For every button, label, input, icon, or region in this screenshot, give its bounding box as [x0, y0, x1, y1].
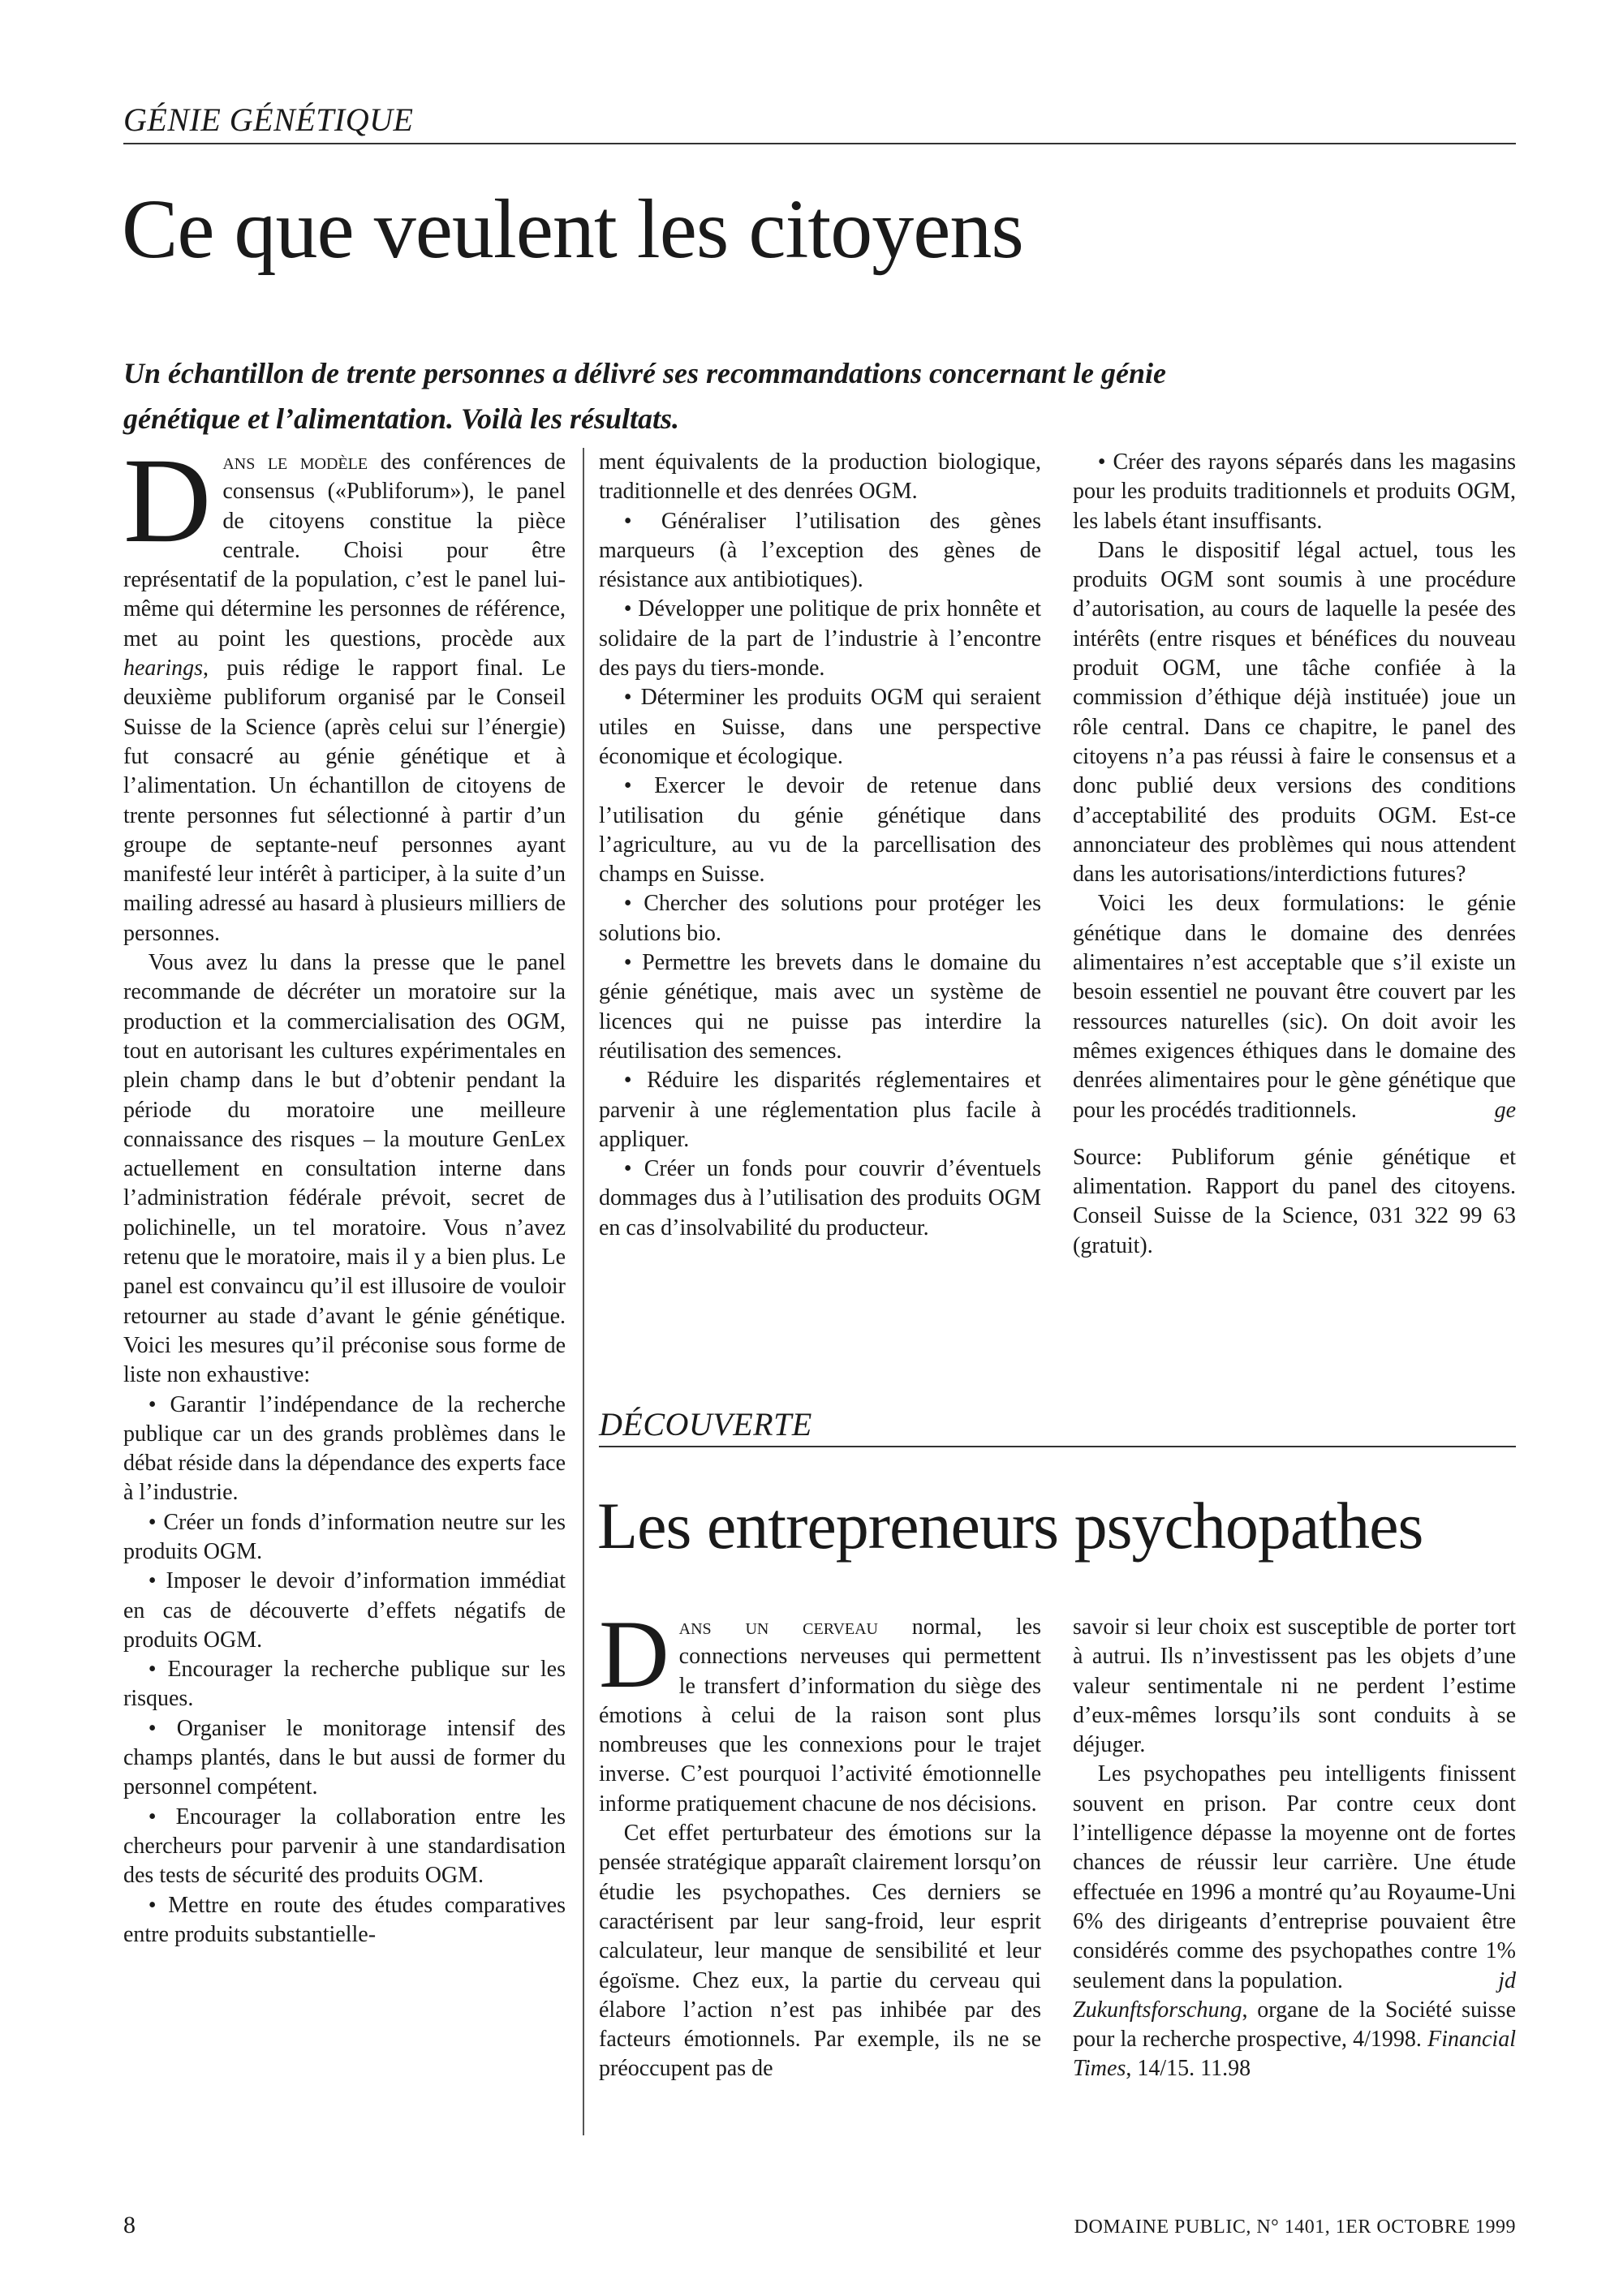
list-item: • Encourager la collaboration entre les chercheurs pour parvenir à une standardisation des tests de sécurité des produits OGM. — [123, 1803, 566, 1891]
body-paragraph: Cet effet perturbateur des émotions sur la pensée stratégique apparaît clairement lorsqu’on étudie les psychopathes. Ces derniers se caractérisent par leur sang-froid, leur esprit calculateur, leur manque de sensibilité et leur égoïsme. Chez eux, la partie du cerveau qui élabore l’action n’est pas inhibée par des facteurs émotionnels. Par exemple, ils ne se préoccupent pas de — [599, 1821, 1041, 2082]
body-paragraph: ment équivalents de la production biologique, traditionnelle et des denrées OGM. — [599, 449, 1041, 505]
intro-paragraph: Dans le modèle des conférences de consensus («Publiforum»), le panel de citoyens constitue la pièce centrale. Choisi pour être représentatif de la population, c’est le panel lui-même qui détermine les personnes de référence, met au point les questions, procède aux hearings, puis rédige le rapport final. Le deuxième publiforum organisé par le Conseil Suisse de la Science (après celui sur l’énergie) fut consacré au génie génétique et à l’alimentation. Un échantillon de citoyens de trente personnes fut sélectionné à partir d’un groupe de septante-neuf personnes ayant manifesté leur intérêt à participer, à la suite d’un mailing adressé au hasard à plusieurs milliers de personnes. — [123, 433, 566, 946]
headline: Ce que veulent les citoyens — [122, 183, 1023, 276]
list-item: • Exercer le devoir de retenue dans l’utilisation du génie génétique dans l’agriculture, au vu de la parcellisation des champs en Suisse. — [599, 772, 1041, 889]
article1-column-1 — [123, 433, 566, 1950]
list-item: • Créer un fonds pour couvrir d’éventuels dommages dus à l’utilisation des produits OGM en cas d’insolvabilité du producteur. — [599, 1154, 1041, 1243]
section-rubric: GÉNIE GÉNÉTIQUE — [123, 101, 414, 138]
publication-info: DOMAINE PUBLIC, N° 1401, 1ER OCTOBRE 1999 — [1074, 2216, 1516, 2238]
body-paragraph: Voici les deux formulations: le génie génétique dans le domaine des denrées alimentaires n’est acceptable que s’il existe un besoin essentiel ne pouvant être couvert par les ressources naturelles (sic). On doit avoir les mêmes exigences éthiques dans le domaine des denrées alimentaires pour le gène génétique que pour les procédés traditionnels. ge — [1073, 889, 1516, 1124]
intro-paragraph: Dans un cerveau normal, les connections nerveuses qui permettent le transfert d’information du siège des émotions à celui de la raison sont plus nombreuses que les connexions pour le trajet inverse. C’est pourquoi l’activité émotionnelle informe pratiquement chacune de nos décisions. — [599, 1600, 1041, 1817]
list-item: • Permettre les brevets dans le domaine du génie génétique, mais avec un système de licences qui ne puisse pas interdire la réutilisation des semences. — [599, 948, 1041, 1066]
rubric-rule-2 — [599, 1446, 1516, 1447]
list-item: • Déterminer les produits OGM qui seraient utiles en Suisse, dans une perspective économique et écologique. — [599, 683, 1041, 772]
list-item: • Encourager la recherche publique sur les risques. — [123, 1655, 566, 1714]
rubric-rule — [123, 143, 1516, 144]
body-paragraph: Vous avez lu dans la presse que le panel recommande de décréter un moratoire sur la production et la commercialisation des OGM, tout en autorisant les cultures expérimentales en plein champ dans le but d’obtenir pendant la période du moratoire une meilleure connaissance des risques – la mouture GenLex actuellement en consultation interne dans l’administration fédérale prévoit, secret de polichinelle, un tel moratoire. Vous n’avez retenu que le moratoire, mais il y a bien plus. Le panel est convaincu qu’il est illusoire de vouloir retourner au stade d’avant le génie génétique. Voici les mesures qu’il préconise sous forme de liste non exhaustive: — [123, 950, 566, 1388]
article2-column-1 — [599, 1600, 1041, 2084]
body-paragraph: savoir si leur choix est susceptible de porter tort à autrui. Ils n’investissent pas les objets d’une valeur sentimentale ni ne perdent l’estime d’eux-mêmes lorsqu’ils sont conduits à se déjuger. — [1073, 1615, 1516, 1758]
body-paragraph: Les psychopathes peu intelligents finissent souvent en prison. Par contre ceux dont l’intelligence dépasse la moyenne ont de fortes chances de réussir leur carrière. Une étude effectuée en 1996 a montré qu’au Royaume-Uni 6% des dirigeants d’entreprise pouvaient être considérés comme des psychopathes contre 1% seulement dans la population. jd — [1073, 1760, 1516, 1995]
article1-column-2 — [599, 448, 1041, 1243]
list-item: • Développer une politique de prix honnête et solidaire de la part de l’industrie à l’encontre des pays du tiers-monde. — [599, 595, 1041, 683]
list-item: • Réduire les disparités réglementaires et parvenir à une réglementation plus facile à appliquer. — [599, 1066, 1041, 1154]
source-note: Zukunftsforschung, organe de la Société suisse pour la recherche prospective, 4/1998. Financial Times, 14/15. 11.98 — [1073, 1997, 1516, 2082]
article1-column-3 — [1073, 448, 1516, 1261]
body-paragraph: Dans le dispositif légal actuel, tous les produits OGM sont soumis à une procédure d’autorisation, au cours de laquelle la pesée des intérêts (entre risques et bénéfices du nouveau produit OGM, une tâche confiée à la commission d’éthique déjà instituée) joue un rôle central. Dans ce chapitre, le panel des citoyens n’a pas réussi à faire le consensus et a donc publié deux versions des conditions d’acceptabilité des produits OGM. Est-ce annonciateur des problèmes qui nous attendent dans les autorisations/interdictions futures? — [1073, 537, 1516, 888]
section-rubric-2: DÉCOUVERTE — [599, 1406, 812, 1443]
list-item: • Généraliser l’utilisation des gènes marqueurs (à l’exception des gènes de résistance aux antibiotiques). — [599, 507, 1041, 595]
source-note: Source: Publiforum génie génétique et alimentation. Rapport du panel des citoyens. Conseil Suisse de la Science, 031 322 99 63 (gratuit). — [1073, 1144, 1516, 1258]
list-item: • Créer un fonds d’information neutre sur les produits OGM. — [123, 1508, 566, 1567]
page-number: 8 — [123, 2212, 136, 2238]
column-divider — [583, 448, 584, 2135]
drop-cap: D — [599, 1600, 669, 1708]
author-signature: jd — [1498, 1967, 1516, 1993]
list-item: • Mettre en route des études comparatives entre produits substantielle- — [123, 1891, 566, 1950]
drop-cap: D — [123, 433, 212, 568]
list-item: • Garantir l’indépendance de la recherche publique car un des grands problèmes dans le débat réside dans la dépendance des experts face à l’industrie. — [123, 1391, 566, 1508]
list-item: • Chercher des solutions pour protéger les solutions bio. — [599, 889, 1041, 948]
list-item: • Créer des rayons séparés dans les magasins pour les produits traditionnels et produits OGM, les labels étant insuffisants. — [1073, 448, 1516, 536]
list-item: • Imposer le devoir d’information immédiat en cas de découverte d’effets négatifs de produits OGM. — [123, 1567, 566, 1655]
lead-paragraph: Un échantillon de trente personnes a délivré ses recommandations concernant le génie génétique et l’alimentation. Voilà les résultats. — [123, 357, 1166, 435]
list-item: • Organiser le monitorage intensif des champs plantés, dans le but aussi de former du personnel compétent. — [123, 1714, 566, 1803]
author-signature: ge — [1494, 1097, 1516, 1123]
headline-2: Les entrepreneurs psychopathes — [597, 1489, 1423, 1563]
article2-column-2 — [1073, 1613, 1516, 2084]
